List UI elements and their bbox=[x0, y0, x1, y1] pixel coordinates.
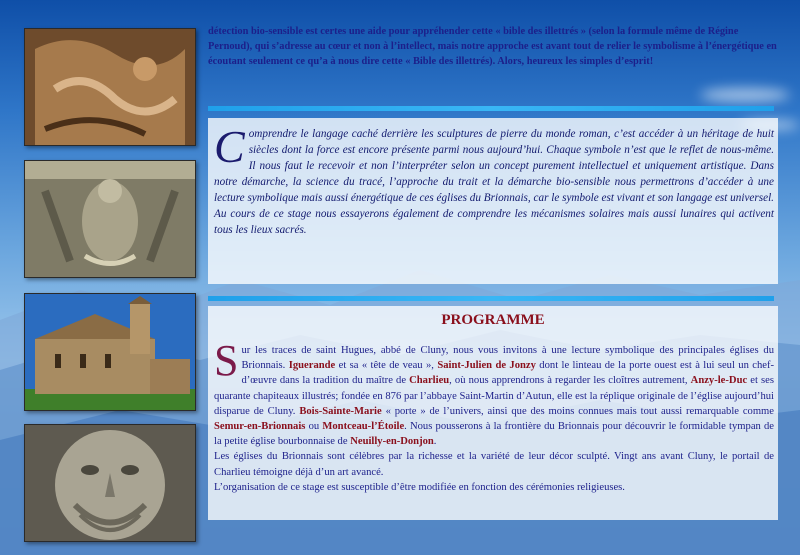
symbolism-paragraph-2: Au cours de ce stage nous essayerons également de comprendre les mécanismes solaires mais aussi lunaires qui activent tous les lieux sacrés. bbox=[214, 208, 774, 236]
programme-text bbox=[214, 336, 775, 495]
programme-title: PROGRAMME bbox=[441, 312, 545, 328]
place-name: Anzy-le-Duc bbox=[690, 375, 748, 387]
place-name: Semur-en-Brionnais bbox=[214, 421, 306, 433]
mermaid-capital-photo bbox=[24, 160, 196, 278]
divider-bar bbox=[208, 106, 774, 111]
programme-sentence: « porte » de l’univers, ainsi que des moins connues mais tout aussi remarquable comme bbox=[385, 405, 774, 417]
programme-sentence: . bbox=[433, 436, 437, 448]
programme-sentence: et ses quarante chapiteaux illustrés; fondée en 876 par l’abbaye Saint-Martin d’Autun, elle est la réplique originale de l’église aujourd’hui disparue de Cluny. bbox=[214, 375, 774, 417]
carved-head-photo bbox=[24, 424, 196, 542]
programme-sentence: , où nous apprendrons à regarder les cloîtres autrement, bbox=[449, 375, 688, 387]
place-name: Charlieu bbox=[409, 375, 450, 387]
programme-sentence: ou bbox=[308, 421, 320, 433]
programme-sentence: dont le linteau de la porte ouest est à lui seul un chef-d’œuvre dans la tradition du maître de bbox=[241, 360, 775, 387]
programme-sentence: . Nous pousserons à la frontière du Brionnais pour découvrir le formidable tympan de la petite église bourbonnaise de bbox=[214, 421, 774, 448]
symbolism-text bbox=[214, 121, 774, 238]
divider-bar bbox=[208, 296, 774, 301]
programme-sentence: et sa « tête de veau », bbox=[338, 360, 434, 372]
church-photo bbox=[24, 293, 196, 411]
place-name: Neuilly-en-Donjon bbox=[350, 436, 434, 448]
place-name: Saint-Julien de Jonzy bbox=[437, 360, 536, 372]
programme-panel bbox=[208, 306, 778, 520]
dropcap-letter: S bbox=[214, 336, 239, 385]
programme-sentence: Les églises du Brionnais sont célèbres par la richesse et la variété de leur décor sculpté. Vingt ans avant Cluny, le portail de Charlieu témoigne déjà d’un art avancé. bbox=[214, 451, 774, 478]
place-name: Iguerande bbox=[288, 360, 336, 372]
place-name: Montceau-l’Étoile bbox=[322, 421, 405, 433]
programme-sentence: ur les traces de saint Hugues, abbé de Cluny, nous vous invitons à une lecture symbolique des principales églises du Brionnais. bbox=[241, 345, 774, 372]
place-name: Bois-Sainte-Marie bbox=[299, 405, 382, 417]
dropcap-letter: C bbox=[214, 121, 245, 172]
symbolism-paragraph-1: omprendre le langage caché derrière les sculptures de pierre du monde roman, c’est accéder à un héritage de huit siècles dont la force est encore présente parmi nous aujourd’hui. Chaque symbole n’est que le reflet de nous-même. Il nous faut le recevoir et non l’interpréter selon un concept purement intellectuel et uniquement artistique. Dans notre démarche, la science du tracé, l’approche du trait et la démarche bio-sensible nous permettrons d’accéder à une lecture symbolique mais aussi énergétique de ces églises du Brionnais, car le symbole est vivant et son langage est universel. bbox=[214, 128, 774, 204]
programme-sentence: L’organisation de ce stage est susceptible d’être modifiée en fonction des cérémonies religieuses. bbox=[214, 481, 625, 493]
intro-paragraph: détection bio-sensible est certes une aide pour appréhender cette « bible des illettrés » (selon la formule même de Régine Pernoud), qui s’adresse au cœur et non à l’intellect, mais notre approche est avant tout de relier le symbolisme à l’énergétique en écoutant seulement ce qu’a à nous dire cette « Bible des illettrés). Alors, heureux les simples d’esprit! bbox=[208, 26, 777, 67]
sculpture-capital-photo bbox=[24, 28, 196, 146]
symbolism-panel bbox=[208, 118, 778, 284]
cloud bbox=[700, 88, 790, 102]
